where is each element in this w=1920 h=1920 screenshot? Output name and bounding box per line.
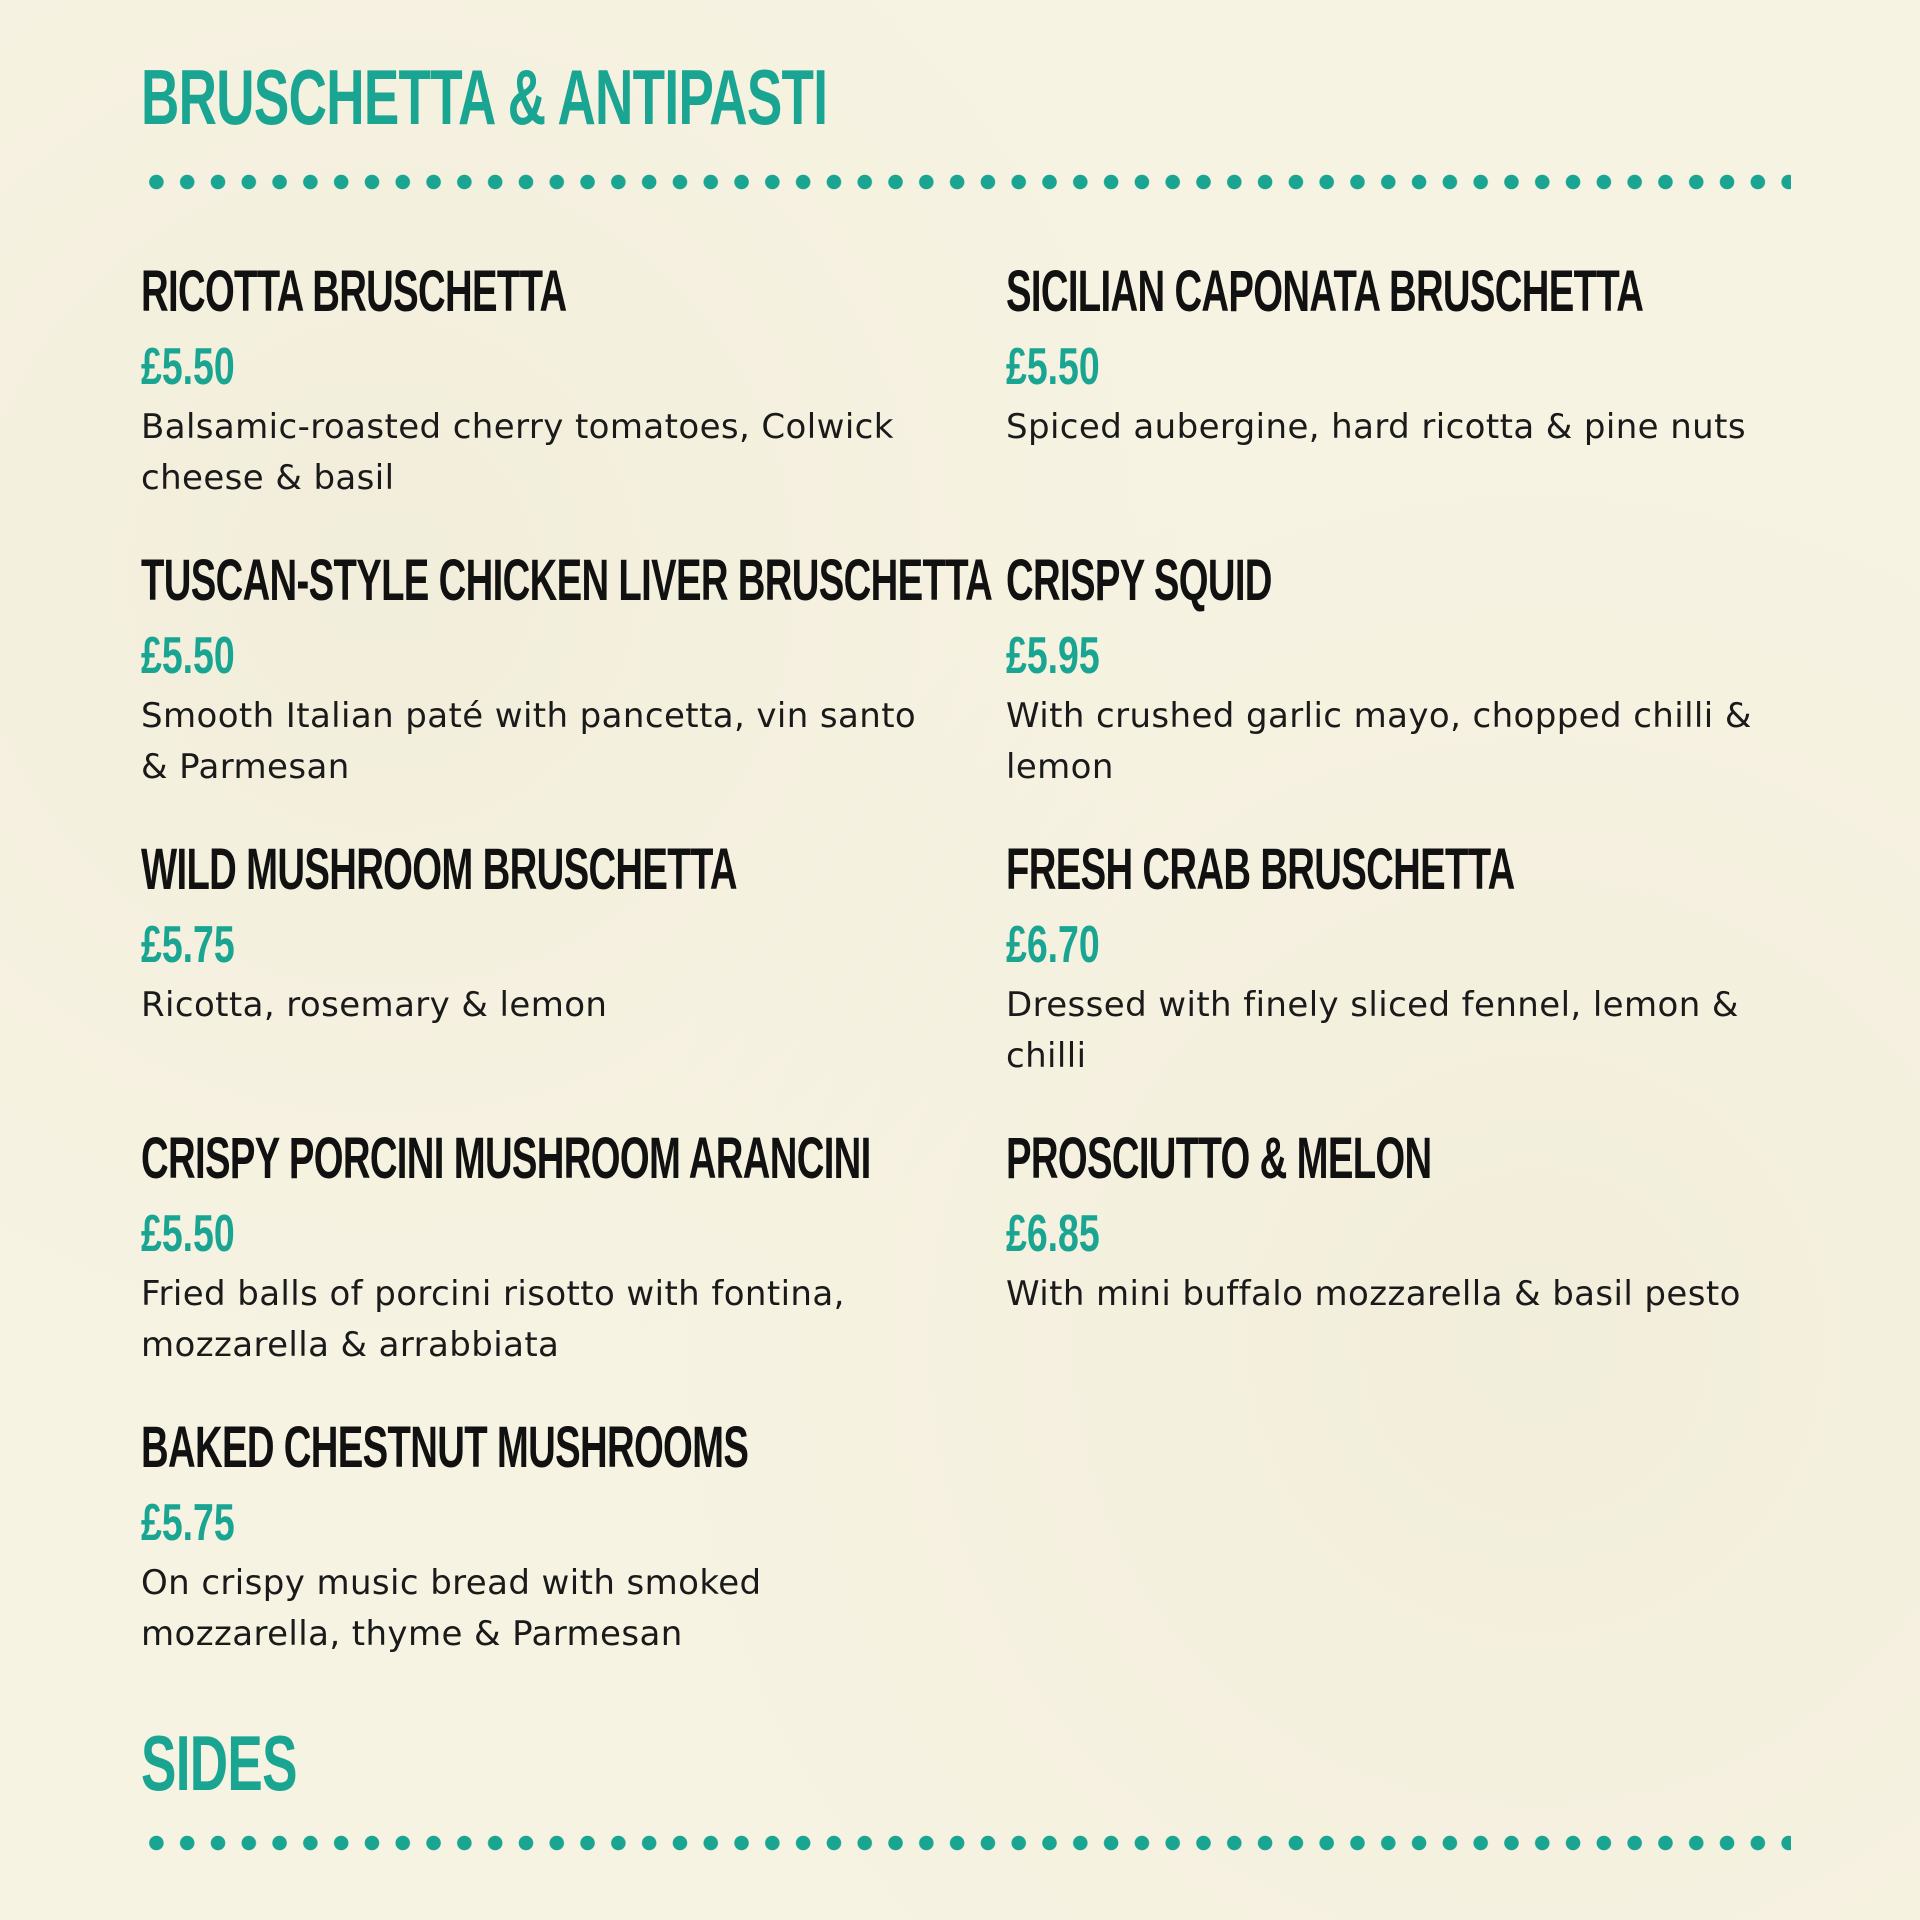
menu-item	[1006, 1126, 1806, 1320]
menu-item-name: BAKED CHESTNUT MUSHROOMS	[141, 1415, 749, 1480]
menu-item	[141, 548, 993, 793]
menu-item-name: PROSCIUTTO & MELON	[1006, 1126, 1432, 1191]
menu-item-description: With mini buffalo mozzarella & basil pesto	[1006, 1274, 1741, 1314]
menu-item-price: £5.50	[141, 338, 235, 396]
menu-item-description: On crispy music bread with smoked mozzarella, thyme & Parmesan	[141, 1563, 762, 1654]
menu-item-name: CRISPY SQUID	[1006, 548, 1272, 613]
menu-item	[1006, 548, 1806, 793]
dotted-divider	[141, 1834, 1791, 1852]
menu-item-description: Fried balls of porcini risotto with fontina, mozzarella & arrabbiata	[141, 1274, 845, 1365]
menu-item-price: £5.50	[141, 627, 235, 685]
menu-item	[1006, 259, 1806, 453]
menu-item	[1006, 837, 1806, 1082]
menu-item-description: Ricotta, rosemary & lemon	[141, 985, 608, 1025]
menu-item-price: £6.85	[1006, 1205, 1100, 1263]
menu-item-name: SICILIAN CAPONATA BRUSCHETTA	[1006, 259, 1644, 324]
menu-item-price: £6.70	[1006, 916, 1100, 974]
menu-item	[141, 837, 941, 1031]
menu-item	[141, 1126, 941, 1371]
menu-item-price: £5.50	[1006, 338, 1100, 396]
menu-item-description: With crushed garlic mayo, chopped chilli & lemon	[1006, 696, 1752, 787]
section-title-antipasti: BRUSCHETTA & ANTIPASTI	[141, 53, 828, 141]
menu-item-price: £5.50	[141, 1205, 235, 1263]
menu-item-description: Smooth Italian paté with pancetta, vin santo & Parmesan	[141, 696, 917, 787]
menu-item-name: RICOTTA BRUSCHETTA	[141, 259, 567, 324]
menu-item-name: WILD MUSHROOM BRUSCHETTA	[141, 837, 737, 902]
menu-item-price: £5.75	[141, 916, 235, 974]
menu-item-name: FRESH CRAB BRUSCHETTA	[1006, 837, 1515, 902]
menu-item-price: £5.95	[1006, 627, 1100, 685]
menu-item-description: Balsamic-roasted cherry tomatoes, Colwick cheese & basil	[141, 407, 894, 498]
section-title-sides: SIDES	[141, 1719, 297, 1807]
menu-item-description: Spiced aubergine, hard ricotta & pine nuts	[1006, 407, 1746, 447]
menu-item-name: CRISPY PORCINI MUSHROOM ARANCINI	[141, 1126, 871, 1191]
dotted-divider	[141, 173, 1791, 191]
menu-item	[141, 1415, 941, 1660]
menu-item-name: TUSCAN-STYLE CHICKEN LIVER BRUSCHETTA	[141, 548, 993, 613]
menu-item	[141, 259, 941, 504]
menu-item-description: Dressed with finely sliced fennel, lemon & chilli	[1006, 985, 1739, 1076]
menu-item-price: £5.75	[141, 1494, 235, 1552]
